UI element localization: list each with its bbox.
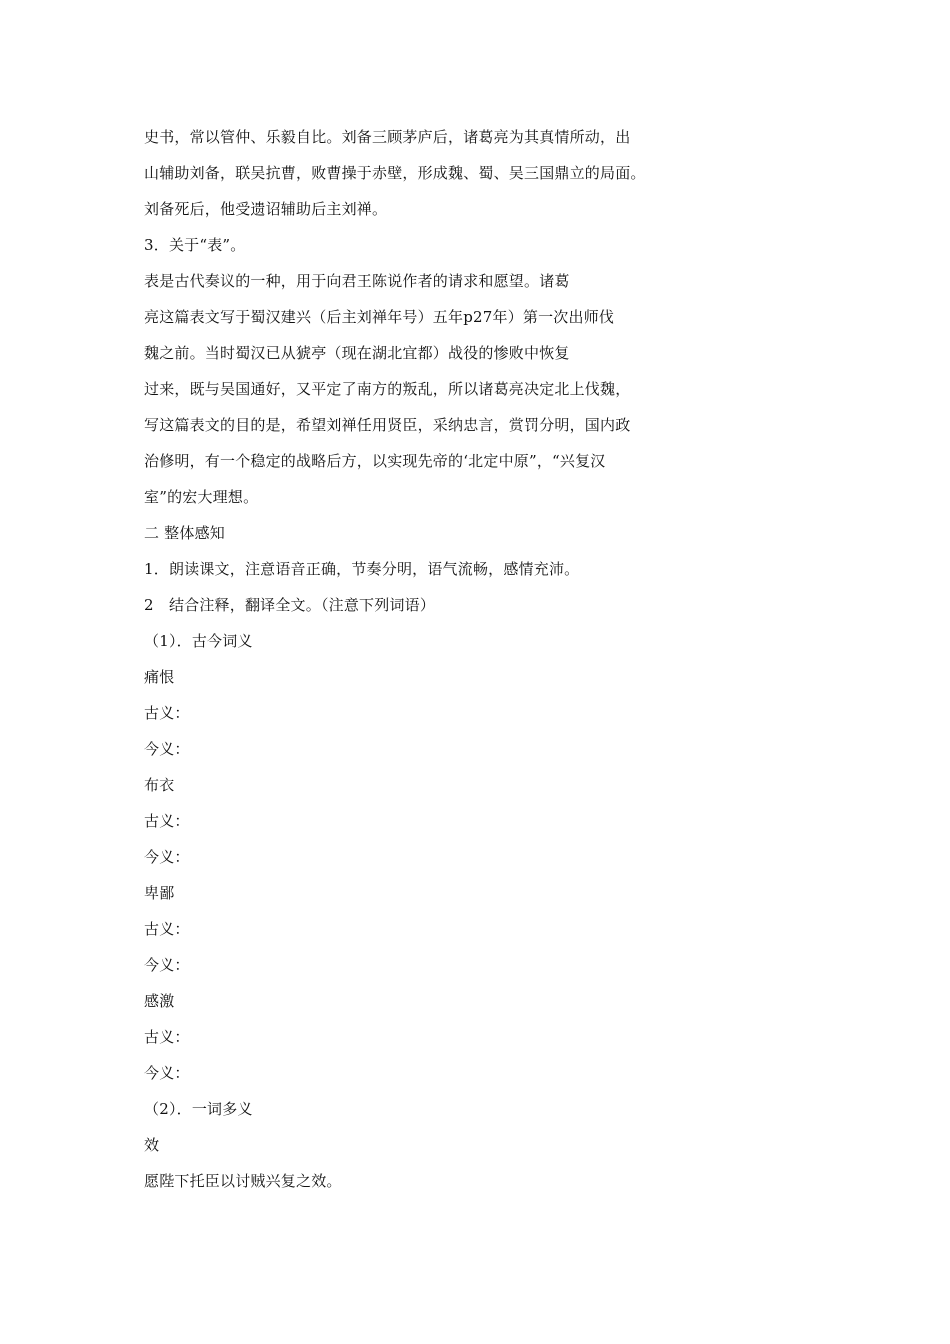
example-sentence: 愿陛下托臣以讨贼兴复之效。 bbox=[144, 1172, 342, 1190]
vocab-ancient-meaning: 古义： bbox=[144, 704, 190, 722]
text-line: 亮这篇表文写于蜀汉建兴（后主刘禅年号）五年p27年）第一次出师伐 bbox=[144, 308, 615, 326]
subsection-heading: （2）．一词多义 bbox=[144, 1100, 253, 1118]
vocab-term: 效 bbox=[144, 1136, 160, 1154]
document-body bbox=[144, 122, 844, 1202]
text-line: 史书，常以管仲、乐毅自比。刘备三顾茅庐后，诸葛亮为其真情所动，出 bbox=[144, 128, 631, 146]
vocab-modern-meaning: 今义： bbox=[144, 740, 190, 758]
section-heading: 3．关于“表”。 bbox=[144, 236, 246, 254]
vocab-ancient-meaning: 古义： bbox=[144, 812, 190, 830]
text-line: 山辅助刘备，联吴抗曹，败曹操于赤壁，形成魏、蜀、吴三国鼎立的局面。 bbox=[144, 164, 646, 182]
text-line: 写这篇表文的目的是，希望刘禅任用贤臣，采纳忠言，赏罚分明，国内政 bbox=[144, 416, 631, 434]
vocab-term: 痛恨 bbox=[144, 668, 175, 686]
section-heading: 二 整体感知 bbox=[144, 524, 225, 542]
vocab-modern-meaning: 今义： bbox=[144, 956, 190, 974]
vocab-term: 卑鄙 bbox=[144, 884, 175, 902]
text-line: 刘备死后，他受遗诏辅助后主刘禅。 bbox=[144, 200, 388, 218]
text-line: 治修明，有一个稳定的战略后方，以实现先帝的‘北定中原”，“兴复汉 bbox=[144, 452, 606, 470]
text-line: 魏之前。当时蜀汉已从猇亭（现在湖北宜都）战役的惨败中恢复 bbox=[144, 344, 570, 362]
vocab-term: 感激 bbox=[144, 992, 175, 1010]
text-line: 2 结合注释，翻译全文。（注意下列词语） bbox=[144, 596, 436, 614]
vocab-term: 布衣 bbox=[144, 776, 175, 794]
text-line: 表是古代奏议的一种，用于向君王陈说作者的请求和愿望。诸葛 bbox=[144, 272, 570, 290]
text-line: 室”的宏大理想。 bbox=[144, 488, 259, 506]
vocab-ancient-meaning: 古义： bbox=[144, 920, 190, 938]
text-line: 1．朗读课文，注意语音正确，节奏分明，语气流畅，感情充沛。 bbox=[144, 560, 580, 578]
vocab-ancient-meaning: 古义： bbox=[144, 1028, 190, 1046]
text-line: 过来，既与吴国通好，又平定了南方的叛乱，所以诸葛亮决定北上伐魏， bbox=[144, 380, 631, 398]
vocab-modern-meaning: 今义： bbox=[144, 848, 190, 866]
vocab-modern-meaning: 今义： bbox=[144, 1064, 190, 1082]
subsection-heading: （1）．古今词义 bbox=[144, 632, 253, 650]
